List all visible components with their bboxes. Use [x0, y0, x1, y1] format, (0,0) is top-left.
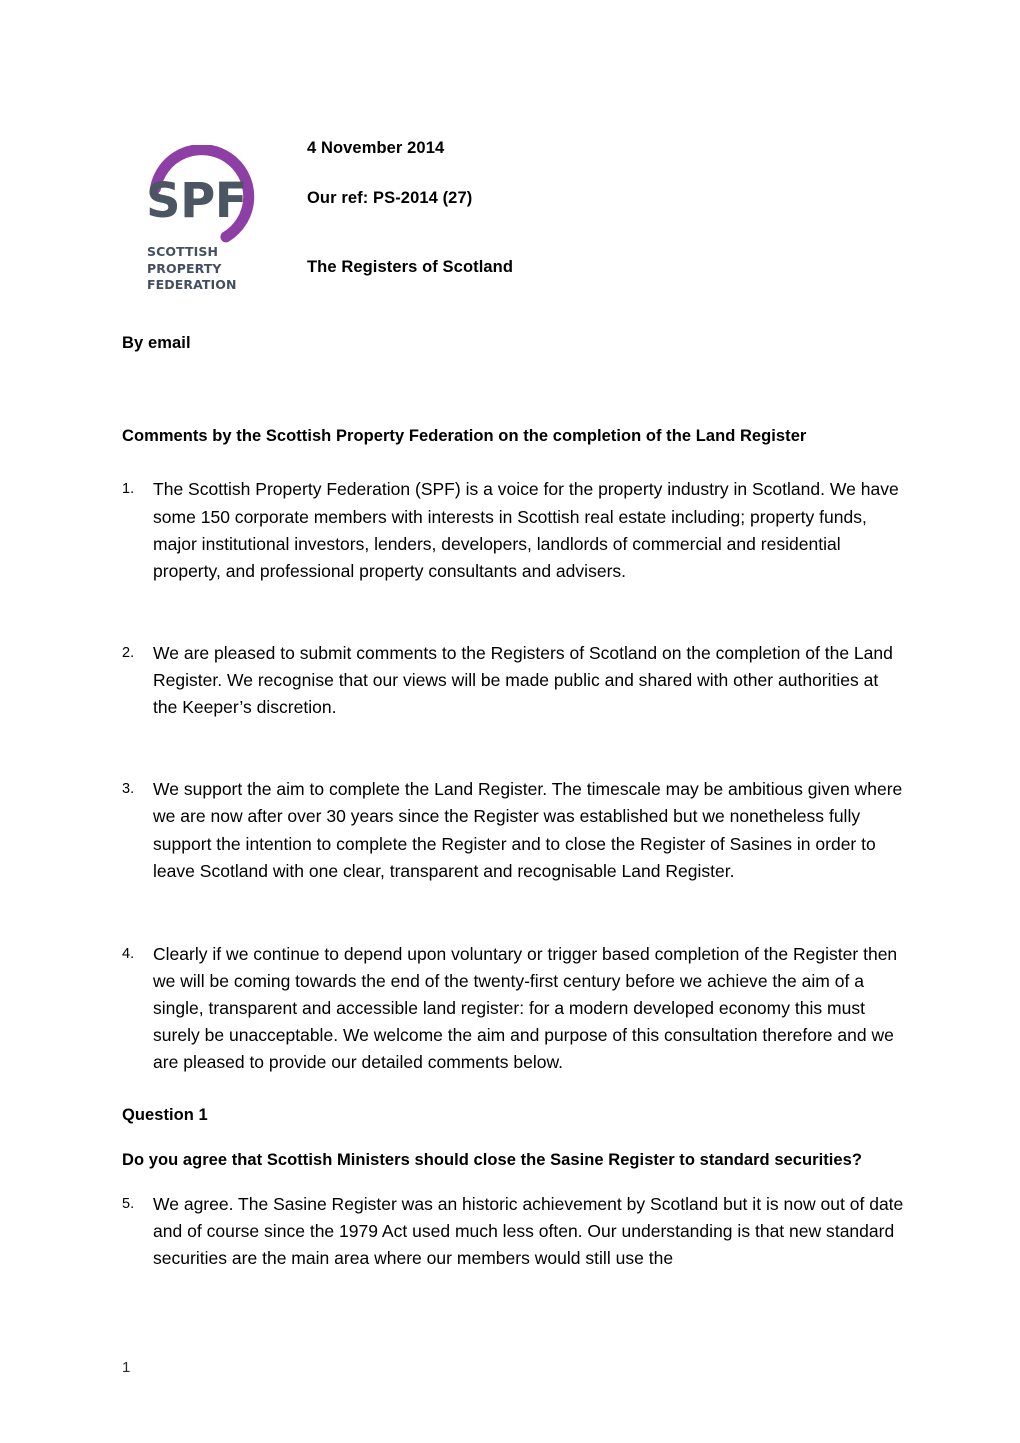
letterhead-details [307, 140, 867, 276]
logo-subtitle: SCOTTISH PROPERTY FEDERATION [147, 244, 237, 292]
list-item-number: 1. [122, 481, 135, 498]
spacer [122, 448, 904, 476]
letter-our-ref: Our ref: PS-2014 (27) [307, 188, 473, 207]
logo-mark [142, 145, 270, 245]
intro-paragraph-list [122, 476, 904, 1076]
spacer [122, 585, 904, 640]
list-item-text: We agree. The Sasine Register was an historic achievement by Scotland but it is now out of date and of course since the 1979 Act used much less often. Our understanding is that new standard securities are the main area where our members would still use the [153, 1194, 904, 1269]
list-item-text: Clearly if we continue to depend upon voluntary or trigger based completion of the Register then we will be coming towards the end of the twenty-first century before we achieve the aim of a single, transparent and accessible land register: for a modern developed economy this must surely be unacceptable. We welcome the aim and purpose of this consultation therefore and we are pleased to provide our detailed comments below. [153, 943, 898, 1073]
spacer [122, 1172, 904, 1191]
list-item [122, 476, 904, 585]
spacer [122, 721, 904, 776]
answer-paragraph-list [122, 1191, 904, 1272]
page-number: 1 [122, 1359, 131, 1376]
list-item [122, 776, 904, 885]
list-item-text: We are pleased to submit comments to the Registers of Scotland on the completion of the Land Register. We recognise that our views will be made public and shared with other authorities at the Keeper’s discretion. [153, 642, 893, 718]
spacer [122, 885, 904, 941]
question-label: Question 1 [122, 1106, 208, 1125]
list-item-number: 4. [122, 945, 135, 962]
subject-heading: Comments by the Scottish Property Federation on the completion of the Land Register [122, 427, 807, 445]
question-text: Do you agree that Scottish Ministers should close the Sasine Register to standard securities? [122, 1150, 862, 1169]
letter-date: 4 November 2014 [307, 139, 445, 157]
logo-wordmark: SPF [146, 173, 248, 229]
list-item-text: The Scottish Property Federation (SPF) is a voice for the property industry in Scotland. We have some 150 corporate members with interests in Scottish real estate including; property funds, major institutional investors, lenders, developers, landlords of commercial and residential property, and professional property consultants and advisers. [153, 479, 899, 581]
list-item [122, 1191, 904, 1272]
list-item [122, 640, 904, 721]
letter-body [122, 334, 904, 1273]
list-item-number: 2. [122, 644, 135, 661]
letter-recipient: The Registers of Scotland [307, 258, 514, 276]
list-item-text: We support the aim to complete the Land Register. The timescale may be ambitious given where we are now after over 30 years since the Register was established but we nonetheless fully support the intention to complete the Register and to close the Register of Sasines in order to leave Scotland with one clear, transparent and recognisable Land Register. [153, 779, 903, 881]
list-item-number: 3. [122, 781, 135, 798]
delivery-note: By email [122, 334, 191, 352]
list-item-number: 5. [122, 1196, 135, 1213]
spf-logo [142, 145, 272, 292]
list-item [122, 941, 904, 1077]
